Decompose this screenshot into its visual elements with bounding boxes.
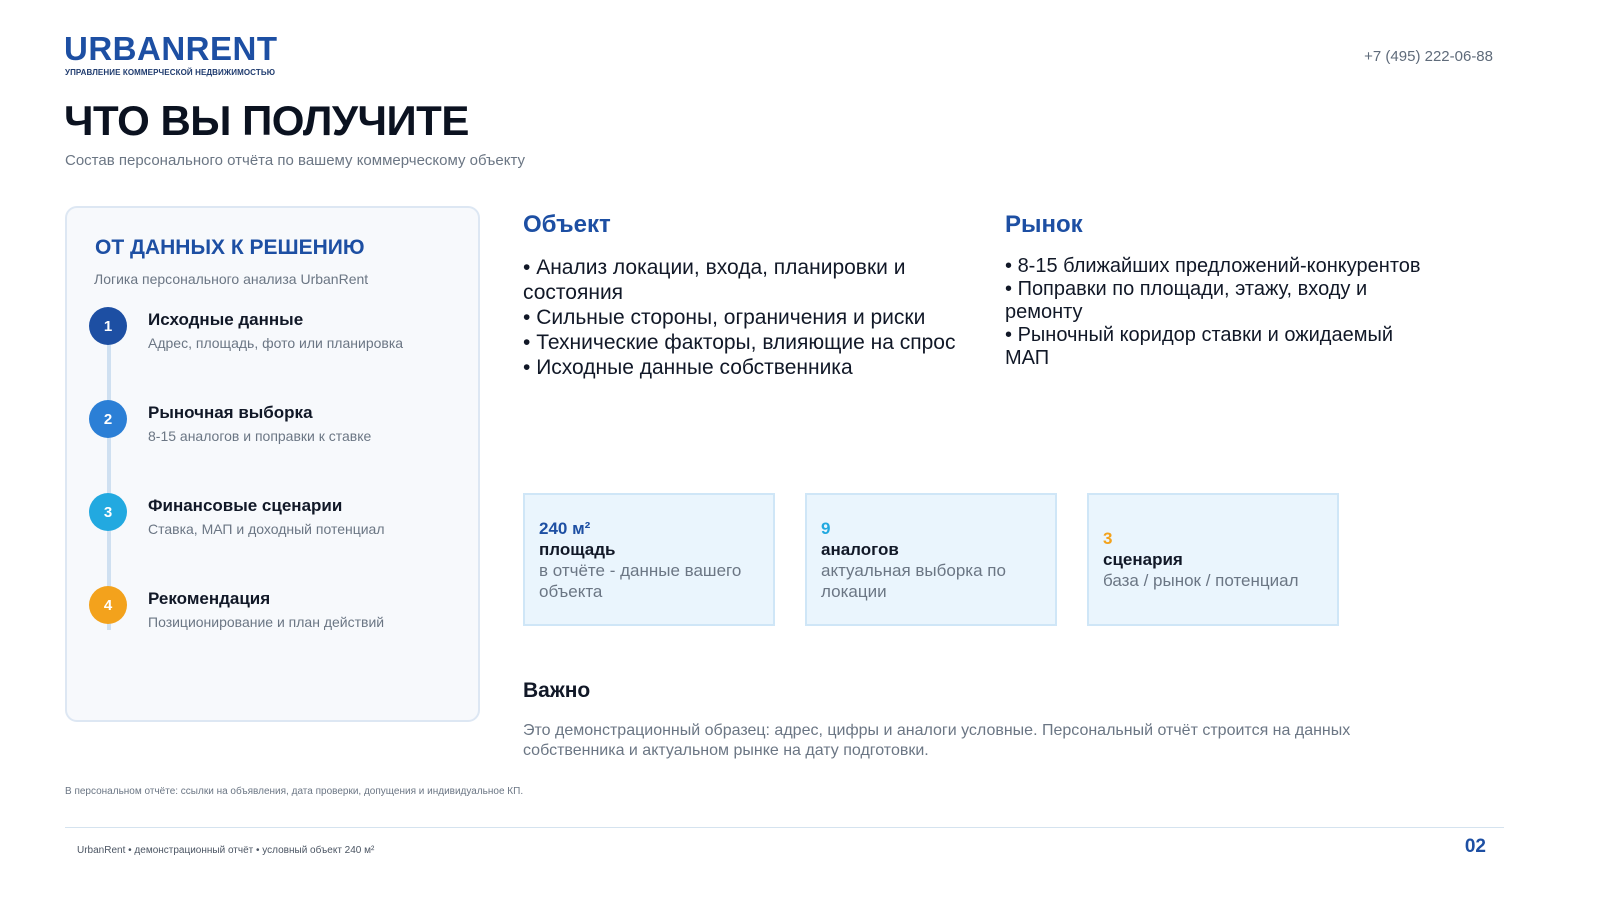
stat-label: аналогов (821, 539, 899, 559)
step-3-badge: 3 (89, 493, 127, 531)
object-heading: Объект (523, 211, 611, 238)
footer-divider (65, 827, 1504, 828)
step-2-badge: 2 (89, 400, 127, 438)
panel-subtitle: Логика персонального анализа UrbanRent (94, 271, 369, 287)
stat-value: 3 (1103, 529, 1113, 548)
market-item: • Рыночный коридор ставки и ожидаемый МАП (1005, 324, 1430, 370)
important-heading: Важно (523, 679, 591, 702)
step-1-title: Исходные данные (148, 310, 304, 329)
stat-card-area (523, 493, 775, 626)
footer-caption: UrbanRent • демонстрационный отчёт • условный объект 240 м² (77, 845, 375, 856)
step-3-desc: Ставка, МАП и доходный потенциал (148, 521, 385, 537)
market-item: • 8-15 ближайших предложений-конкурентов (1005, 255, 1430, 278)
object-item: • Анализ локации, входа, планировки и состояния (523, 255, 968, 305)
stat-card-analogs (805, 493, 1057, 626)
market-list (1005, 255, 1430, 370)
object-item: • Сильные стороны, ограничения и риски (523, 305, 968, 330)
step-4-badge: 4 (89, 586, 127, 624)
stat-desc: база / рынок / потенциал (1103, 571, 1299, 590)
page-subtitle: Состав персонального отчёта по вашему коммерческому объекту (65, 152, 526, 169)
panel-title: ОТ ДАННЫХ К РЕШЕНИЮ (95, 236, 365, 259)
page-title: ЧТО ВЫ ПОЛУЧИТЕ (64, 97, 469, 144)
logo-tagline: УПРАВЛЕНИЕ КОММЕРЧЕСКОЙ НЕДВИЖИМОСТЬЮ (65, 68, 276, 77)
stat-label: площадь (539, 539, 616, 559)
market-heading: Рынок (1005, 211, 1083, 238)
object-list (523, 255, 968, 380)
object-item: • Исходные данные собственника (523, 355, 968, 380)
stat-card-scenarios (1087, 493, 1339, 626)
footer-note: В персональном отчёте: ссылки на объявления, дата проверки, допущения и индивидуальное КП. (65, 786, 524, 797)
page-number: 02 (1464, 836, 1486, 857)
step-1-desc: Адрес, площадь, фото или планировка (148, 335, 404, 351)
market-item: • Поправки по площади, этажу, входу и ремонту (1005, 278, 1430, 324)
phone-number[interactable]: +7 (495) 222-06-88 (1364, 48, 1493, 65)
step-2-title: Рыночная выборка (148, 403, 313, 422)
object-item: • Технические факторы, влияющие на спрос (523, 330, 968, 355)
step-2-desc: 8-15 аналогов и поправки к ставке (148, 428, 372, 444)
logo: URBANRENT (64, 30, 278, 67)
step-1-badge: 1 (89, 307, 127, 345)
step-4-desc: Позиционирование и план действий (148, 614, 385, 630)
stat-value: 9 (821, 518, 831, 538)
stat-desc: в отчёте - данные вашего объекта (539, 560, 742, 601)
step-4-title: Рекомендация (148, 589, 271, 608)
stat-value: 240 м² (539, 518, 591, 538)
stat-label: сценария (1103, 550, 1183, 569)
step-3-title: Финансовые сценарии (148, 496, 343, 515)
important-text: Это демонстрационный образец: адрес, цифры и аналоги условные. Персональный отчёт строится на данных собственника и актуальном рынке на дату подготовки. (523, 722, 1351, 759)
stat-desc: актуальная выборка по локации (821, 560, 1006, 601)
